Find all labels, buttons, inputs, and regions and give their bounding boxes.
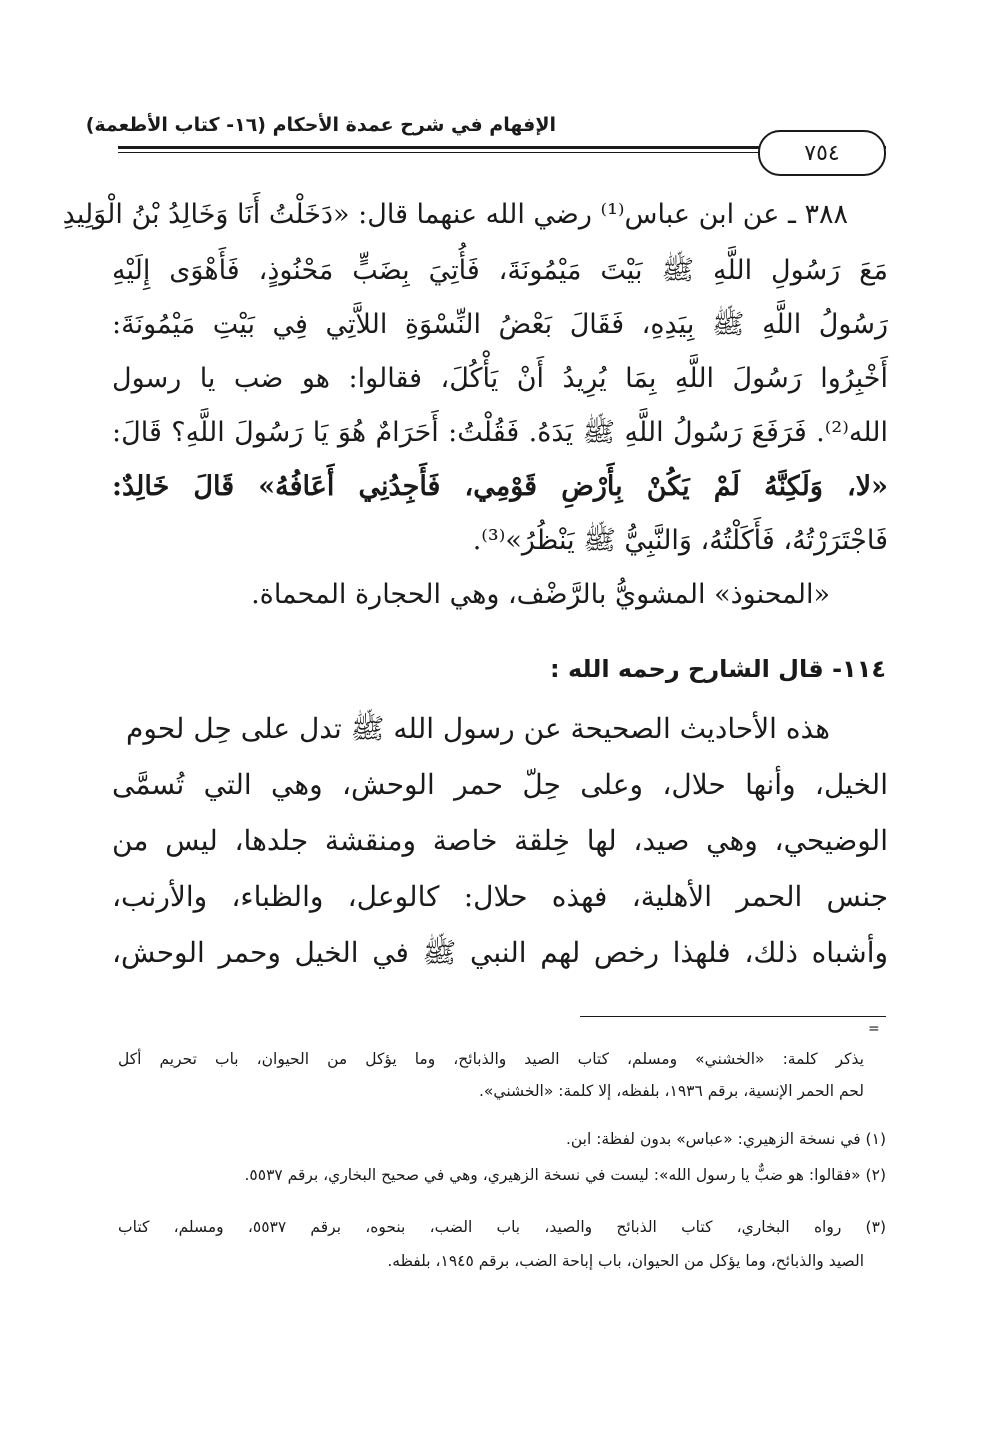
- hadith-line: رَسُولُ اللَّهِ ﷺ بِيَدِهِ، فَقَالَ بَعْضُ النِّسْوَةِ اللاَّتِي فِي بَيْتِ مَيْمُونَةَ:: [112, 309, 888, 340]
- footnote-line: يذكر كلمة: «الخشني» ومسلم، كتاب الصيد والذبائح، وما يؤكل من الحيوان، باب تحريم أكل: [118, 1050, 864, 1068]
- header-title: الإفهام في شرح عمدة الأحكام (١٦- كتاب الأطعمة): [85, 114, 556, 136]
- definition-line: «المحنوذ» المشويُّ بالرَّضْف، وهي الحجارة المحماة.: [251, 579, 830, 610]
- page-number: ٧٥٤: [804, 140, 840, 166]
- commentary-line: وأشباه ذلك، فلهذا رخص لهم النبي ﷺ في الخيل وحمر الوحش،: [112, 936, 888, 969]
- commentary-line: هذه الأحاديث الصحيحة عن رسول الله ﷺ تدل على حِل لحوم: [126, 712, 830, 745]
- hadith-line: ٣٨٨ ـ عن ابن عباس⁽¹⁾ رضي الله عنهما قال: «دَخَلْتُ أَنَا وَخَالِدُ بْنُ الْوَلِيدِ: [62, 199, 848, 230]
- commentary-line: الخيل، وأنها حلال، وعلى حِلّ حمر الوحش، وهي التي تُسمَّى: [112, 768, 888, 801]
- hadith-line: فَاجْتَرَرْتُهُ، فَأَكَلْتُهُ، وَالنَّبِيُّ ﷺ يَنْظُرُ»⁽³⁾.: [472, 525, 888, 556]
- footnote-2: (٢) «فقالوا: هو ضبٌّ يا رسول الله»: ليست في نسخة الزهيري، وهي في صحيح البخاري، برقم ٥٥٣٧.: [244, 1166, 886, 1184]
- page-number-badge: [758, 130, 886, 176]
- running-header: [85, 108, 886, 168]
- footnote-3-cont: الصيد والذبائح، وما يؤكل من الحيوان، باب إباحة الضب، برقم ١٩٤٥، بلفظه.: [387, 1252, 864, 1270]
- footnote-1: (١) في نسخة الزهيري: «عباس» بدون لفظة: ابن.: [565, 1130, 886, 1148]
- footnote-3: (٣) رواه البخاري، كتاب الذبائح والصيد، باب الضب، بنحوه، برقم ٥٥٣٧، ومسلم، كتاب: [118, 1218, 886, 1236]
- hadith-line: الله⁽²⁾. فَرَفَعَ رَسُولُ اللَّهِ ﷺ يَدَهُ. فَقُلْتُ: أَحَرَامٌ هُوَ يَا رَسُولَ اللَّهِ؟ قَالَ:: [112, 417, 888, 448]
- commentary-line: الوضيحي، وهي صيد، لها خِلقة خاصة ومنقشة جلدها، ليس من: [112, 824, 888, 857]
- commentary-line: جنس الحمر الأهلية، فهذه حلال: كالوعل، والظباء، والأرنب،: [112, 880, 888, 913]
- footnote-separator: [580, 1016, 886, 1017]
- footnote-line: لحم الحمر الإنسية، برقم ١٩٣٦، بلفظه، إلا كلمة: «الخشني».: [478, 1082, 864, 1100]
- hadith-line: مَعَ رَسُولِ اللَّهِ ﷺ بَيْتَ مَيْمُونَةَ، فَأُتِيَ بِضَبٍّ مَحْنُوذٍ، فَأَهْوَى إِلَيْهِ: [112, 255, 888, 286]
- hadith-line: أَخْبِرُوا رَسُولَ اللَّهِ بِمَا يُرِيدُ أَنْ يَأْكُلَ، فقالوا: هو ضب يا رسول: [112, 363, 888, 394]
- footnote-continuation-marker: =: [868, 1021, 880, 1037]
- section-heading: ١١٤- قال الشارح رحمه الله :: [550, 655, 886, 683]
- hadith-line: «لا، وَلَكِنَّهُ لَمْ يَكُنْ بِأَرْضِ قَوْمِي، فَأَجِدُنِي أَعَافُهُ» قَالَ خَالِدٌ:: [112, 471, 888, 502]
